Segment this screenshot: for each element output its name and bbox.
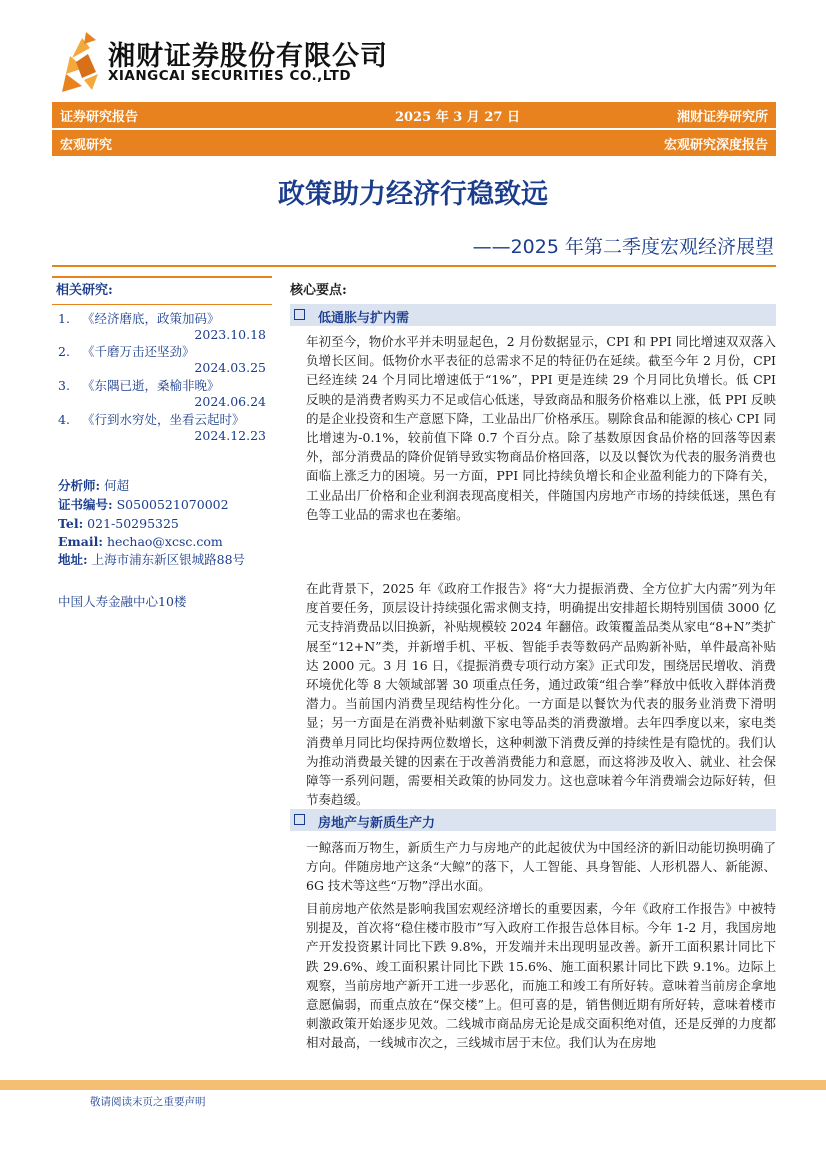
tel-number: 021-50295325 [87,516,179,531]
address-label: 地址: [58,552,88,567]
checkbox-icon [294,309,305,320]
report-type: 证券研究报告 [60,110,139,125]
header-bar-top [52,102,776,128]
analyst-name: 何超 [104,478,130,493]
checkbox-icon [294,814,305,825]
related-item-1[interactable] [58,310,266,327]
related-item-num: 3. [58,378,70,393]
related-item-num: 1. [58,311,70,326]
related-item-2[interactable] [58,343,266,360]
related-item-title: 《东隅已逝，桑榆非晚》 [82,378,220,393]
paragraph: 在此背景下，2025 年《政府工作报告》将“大力提振消费、全方位扩大内需”列为年度首要任务，顶层设计持续强化需求侧支持，明确提出安排超长期特别国债 3000 亿元支持消费品以旧换新，补贴规模较 2024 年翻倍。政策覆盖品类从家电“8+N”类扩展至“12+N”类，并新增手机、平板、智能手表等数码产品购新补贴，单件最高补贴达 2000 元。3 月 16 日，《提振消费专项行动方案》正式印发，围绕居民增收、消费环境优化等 8 大领域部署 30 项重点任务，通过政策“组合拳”释放中低收入群体消费潜力。当前国内消费呈现结构性分化。一方面是以餐饮为代表的服务业消费下滑明显；另一方面是在消费补贴刺激下家电等品类的消费激增。去年四季度以来，家电类消费单月同比均保持两位数增长，这种刺激下消费反弹的持续性是有隐忧的。我们认为推动消费最关键的因素在于改善消费能力和意愿，而这将涉及收入、就业、社会保障等一系列问题，需要相关政策的协同发力。这也意味着今年消费端会边际好转，但节奏趋缓。 [306,581,776,808]
company-name-cn: 湘财证券股份有限公司 [108,41,388,72]
analyst-line [58,477,272,495]
email-label: Email: [58,534,103,549]
institute-name: 湘财证券研究所 [676,110,768,125]
paragraph: 目前房地产依然是影响我国宏观经济增长的重要因素，今年《政府工作报告》中被特别提及，首次将“稳住楼市股市”写入政府工作报告总体目标。今年 1-2 月，我国房地产开发投资累计同比下跌 9.8%，开发端并未出现明显改善。新开工面积累计同比下跌 29.6%、竣工面积累计同比下跌 15.6%、施工面积累计同比下跌 9.1%。边际上观察，当前房地产新开工进一步恶化，而施工和竣工有所好转。意味着当前房企拿地意愿偏弱，而重点放在“保交楼”上。但可喜的是，销售侧近期有所好转，意味着楼市刺激政策开始逐步见效。二线城市商品房无论是成交面积绝对值，还是反弹的力度都相对最高，一线城市次之，三线城市居于末位。我们认为在房地 [306,901,776,1051]
analyst-label: 分析师: [58,478,101,493]
header-bar-bottom [52,130,776,156]
related-item-title: 《经济磨底，政策加码》 [82,311,220,326]
footer-notice: 敬请阅读末页之重要声明 [90,1096,206,1108]
title-divider [52,265,776,267]
section-title: 房地产与新质生产力 [318,816,436,831]
report-category: 宏观研究 [60,138,113,153]
tel-line [58,515,272,533]
related-item-4[interactable] [58,411,266,428]
address-line [58,551,272,569]
related-item-title: 《千磨万击还坚劲》 [82,344,195,359]
core-points-heading: 核心要点: [290,283,347,298]
email-line [58,533,272,551]
section-header-real-estate [290,809,776,831]
related-item-date: 2024.03.25 [194,360,266,375]
cert-number: S0500521070002 [116,497,229,512]
section-header-inflation [290,304,776,326]
related-item-date: 2024.06.24 [194,394,266,409]
related-item-date: 2023.10.18 [194,327,266,342]
paragraph: 年初至今，物价水平并未明显起色，2 月份数据显示，CPI 和 PPI 同比增速双双落入负增长区间。低物价水平表征的总需求不足的特征仍在延续。截至今年 2 月份，CPI 已经连续 24 个月同比增速低于“1%”，PPI 更是连续 29 个月同比负增长。低 CPI 反映的是消费者购买力不足或信心低迷，导致商品和服务价格难以上涨，低 PPI 反映的是企业投资和生产意愿下降，工业品出厂价格承压。剔除食品和能源的核心 CPI 同比增速为-0.1%，较前值下降 0.7 个百分点。除了基数原因食品价格的回落等因素外，部分消费品的降价促销导致实物商品价格回落，以及以餐饮为代表的服务消费也面临上涨乏力的困境。另一方面，PPI 同比持续负增长和企业盈利能力的下降有关，工业品出厂价格和企业利润表现高度相关，伴随国内房地产市场的持续低迷，黑色有色等工业品的需求也在萎缩。 [306,334,776,522]
address-text: 上海市浦东新区银城路88号 [91,552,246,567]
address-line-2: 中国人寿金融中心10楼 [58,594,187,609]
sidebar-divider-top [52,276,272,278]
report-date: 2025 年 3 月 27 日 [395,110,520,125]
cert-label: 证书编号: [58,497,113,512]
paragraph: 一鲸落而万物生，新质生产力与房地产的此起彼伏为中国经济的新旧动能切换明确了方向。伴随房地产这条“大鲸”的落下，人工智能、具身智能、人形机器人、新能源、6G 技术等这些“万物”浮出水面。 [306,840,776,894]
email-address[interactable]: hechao@xcsc.com [106,534,223,549]
section-title: 低通胀与扩内需 [318,311,410,326]
report-subcategory: 宏观研究深度报告 [663,138,768,153]
related-item-num: 2. [58,344,70,359]
sidebar-divider [52,304,272,305]
related-item-num: 4. [58,412,70,427]
related-research-heading: 相关研究: [56,283,113,298]
report-subtitle: ——2025 年第二季度宏观经济展望 [472,236,774,258]
tel-label: Tel: [58,516,84,531]
cert-line [58,496,272,514]
related-item-date: 2024.12.23 [194,428,266,443]
footer-band [0,1080,826,1090]
report-title: 政策助力经济行稳致远 [278,179,548,210]
xiangcai-logo-icon [62,32,100,92]
related-item-3[interactable] [58,377,266,394]
related-item-title: 《行到水穷处，坐看云起时》 [82,412,245,427]
company-name-en: XIANGCAI SECURITIES CO.,LTD [108,68,352,84]
